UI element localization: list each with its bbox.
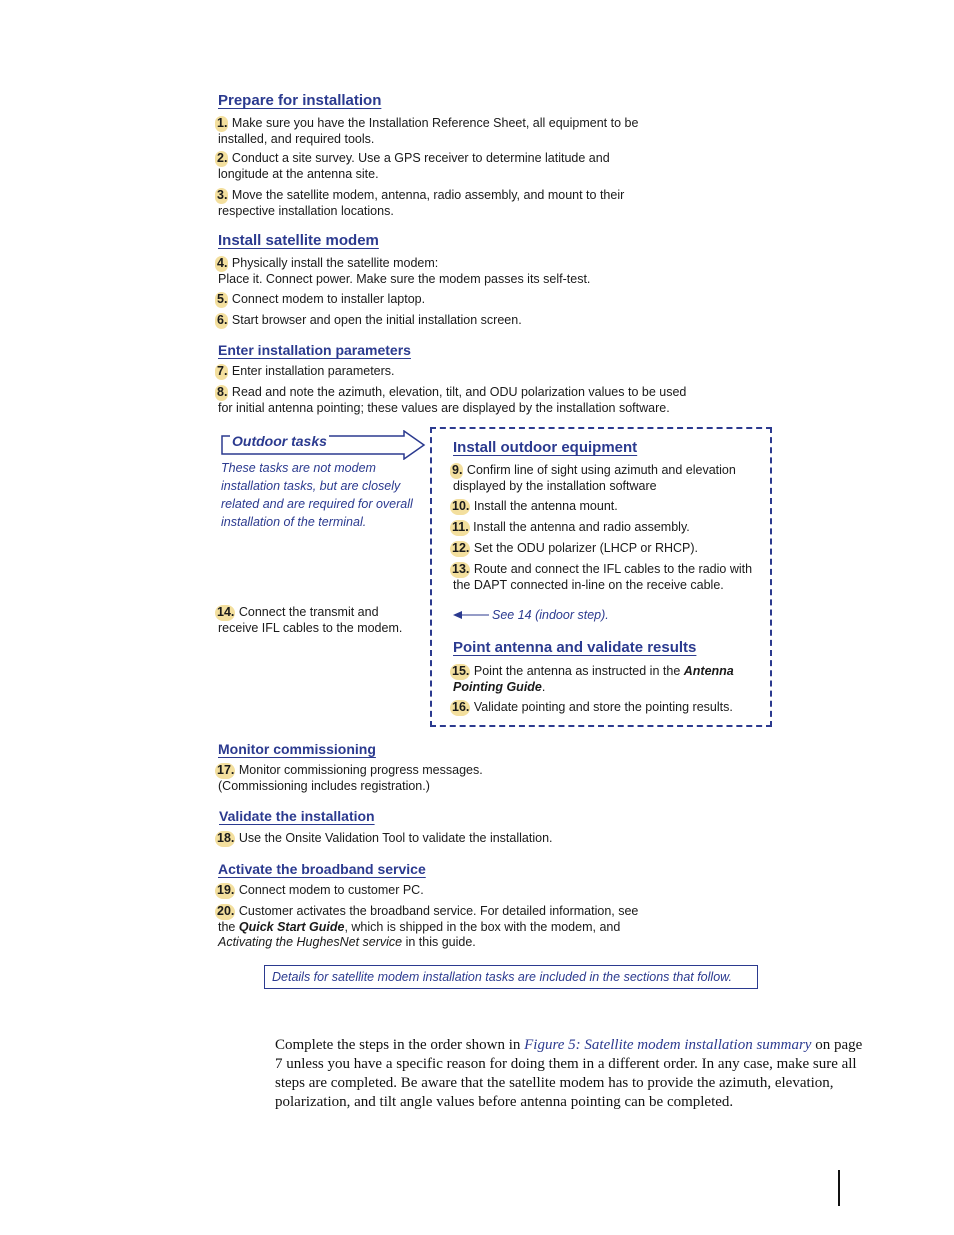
step-number: 7. (217, 364, 228, 378)
step-text: Conduct a site survey. Use a GPS receiver to determine latitude and longitude at the antenna site. (218, 151, 610, 181)
step-9 (453, 463, 763, 494)
step-6 (218, 313, 688, 329)
section-title-prepare: Prepare for installation (218, 92, 382, 109)
step-text-end: . (541, 679, 546, 694)
quick-start-guide-ref: Quick Start Guide (238, 919, 345, 934)
step-13 (453, 562, 765, 593)
activating-service-ref: Activating the HughesNet service (218, 935, 403, 949)
step-7 (218, 364, 688, 380)
section-title-outdoor-equipment: Install outdoor equipment (453, 439, 638, 456)
section-title-monitor: Monitor commissioning (218, 741, 376, 757)
step-number: 18. (217, 831, 235, 845)
step-text: Enter installation parameters. (231, 364, 395, 378)
see-step-14-note: See 14 (indoor step). (492, 608, 609, 622)
step-text: Physically install the satellite modem: (231, 256, 439, 270)
step-text: Use the Onsite Validation Tool to validate the installation. (238, 831, 553, 845)
step-text: Customer activates the broadband service. For detailed information, see the (218, 904, 639, 934)
step-text: Monitor commissioning progress messages. (238, 763, 483, 777)
section-title-modem: Install satellite modem (218, 232, 379, 249)
step-number: 11. (452, 520, 469, 534)
step-text: Move the satellite modem, antenna, radio assembly, and mount to their respective installation locations. (218, 188, 625, 218)
step-number: 6. (217, 313, 228, 327)
step-number: 13. (452, 562, 470, 576)
step-4 (218, 256, 688, 287)
step-number: 2. (217, 151, 228, 165)
step-text: Validate pointing and store the pointing results. (473, 700, 733, 714)
step-number: 14. (217, 605, 235, 619)
step-text: Connect modem to installer laptop. (231, 292, 426, 306)
section-title-point-antenna: Point antenna and validate results (453, 639, 697, 656)
step-text: Point the antenna as instructed in the (473, 664, 684, 678)
step-text-mid: , which is shipped in the box with the modem, and (344, 919, 621, 934)
step-number: 9. (452, 463, 463, 477)
step-text-line2: (Commissioning includes registration.) (218, 778, 430, 793)
step-text-line2: Place it. Connect power. Make sure the modem passes its self-test. (218, 271, 591, 286)
outdoor-tasks-label: Outdoor tasks (232, 433, 327, 449)
step-number: 5. (217, 292, 228, 306)
step-10 (453, 499, 763, 515)
antenna-pointing-guide-ref: Antenna Pointing Guide (453, 664, 734, 694)
step-3 (218, 188, 658, 219)
step-text: Start browser and open the initial installation screen. (231, 313, 522, 327)
step-number: 16. (452, 700, 470, 714)
body-paragraph (275, 1036, 867, 1112)
step-text: Install the antenna mount. (473, 499, 618, 513)
step-1 (218, 116, 688, 147)
details-info-box: Details for satellite modem installation tasks are included in the sections that follow. (264, 965, 758, 989)
step-number: 3. (217, 188, 228, 202)
step-number: 12. (452, 541, 470, 555)
step-number: 1. (217, 116, 228, 130)
paragraph-text-end: on page 7 unless you have a specific reason for doing them in a different order. In any case, make sure all steps are completed. Be aware that the satellite modem has to provide the azimuth, elevation, polarization, and tilt angle values before antenna pointing can be completed. (275, 1037, 863, 1110)
step-11 (453, 520, 763, 536)
step-8 (218, 385, 698, 416)
outdoor-tasks-note: These tasks are not modem installation tasks, but are closely related and are required for overall installation of the terminal. (221, 461, 413, 529)
step-number: 17. (217, 763, 235, 777)
step-2 (218, 151, 648, 182)
step-text: Confirm line of sight using azimuth and elevation displayed by the installation software (453, 463, 736, 493)
step-5 (218, 292, 688, 308)
step-text: Route and connect the IFL cables to the radio with the DAPT connected in-line on the receive cable. (453, 562, 753, 592)
step-number: 15. (452, 664, 470, 678)
step-text: Set the ODU polarizer (LHCP or RHCP). (473, 541, 699, 555)
step-number: 20. (217, 904, 235, 918)
step-16 (453, 700, 763, 716)
step-text: Make sure you have the Installation Reference Sheet, all equipment to be installed, and required tools. (218, 116, 639, 146)
step-text: Install the antenna and radio assembly. (473, 520, 690, 534)
left-arrow-icon (453, 609, 491, 621)
change-bar (838, 1170, 840, 1206)
section-title-params: Enter installation parameters (218, 342, 411, 358)
step-12 (453, 541, 763, 557)
step-text: Connect the transmit and receive IFL cables to the modem. (218, 605, 403, 635)
step-18 (218, 831, 688, 847)
paragraph-text-start: Complete the steps in the order shown in (275, 1037, 525, 1053)
step-15 (453, 664, 753, 695)
step-number: 19. (217, 883, 235, 897)
step-number: 10. (452, 499, 470, 513)
step-text: Read and note the azimuth, elevation, tilt, and ODU polarization values to be used for initial antenna pointing; these values are displayed by the installation software. (218, 385, 687, 415)
step-number: 4. (217, 256, 228, 270)
step-text: Connect modem to customer PC. (238, 883, 424, 897)
step-17 (218, 763, 688, 794)
step-20 (218, 904, 648, 951)
section-title-validate: Validate the installation (219, 808, 375, 824)
step-19 (218, 883, 688, 899)
step-number: 8. (217, 385, 228, 399)
figure-5-link[interactable]: Figure 5: Satellite modem installation summary (524, 1037, 812, 1053)
step-text-end: in this guide. (402, 935, 476, 949)
section-title-activate: Activate the broadband service (218, 861, 426, 877)
step-14 (218, 605, 418, 636)
